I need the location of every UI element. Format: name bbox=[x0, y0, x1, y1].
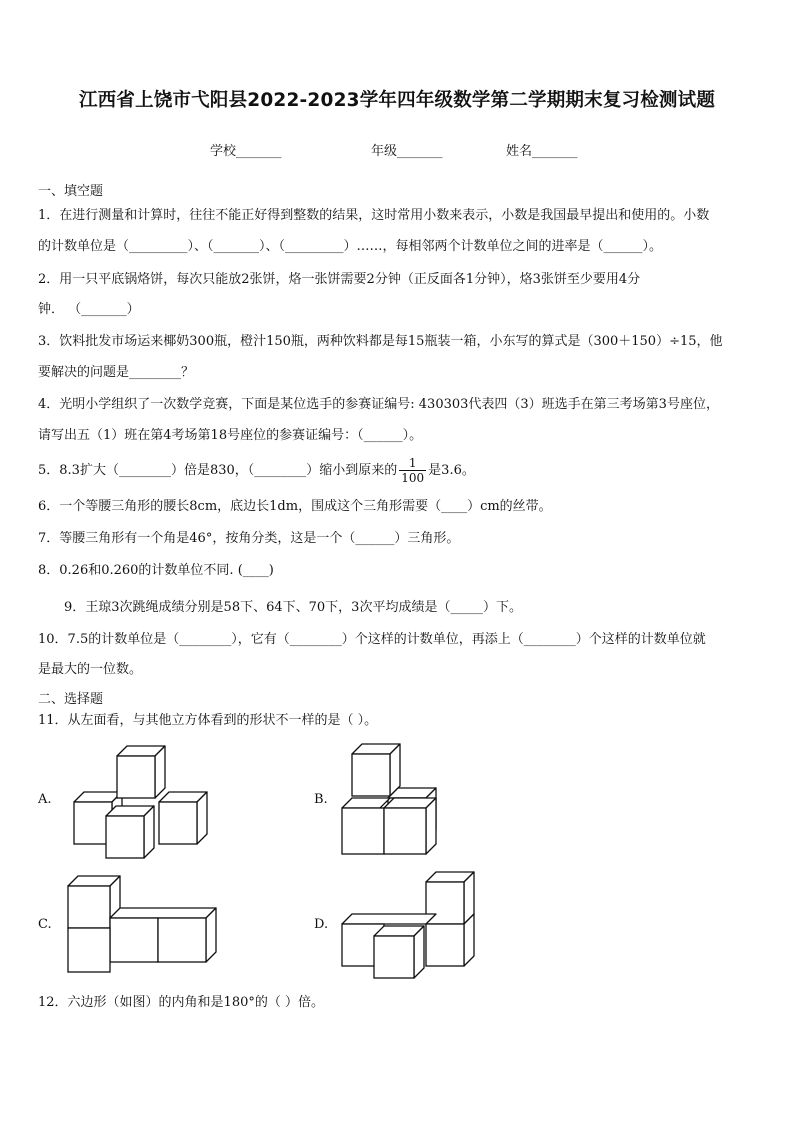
option-a-label: A. bbox=[38, 792, 52, 807]
school-field: 学校_______ bbox=[210, 144, 282, 159]
question-2-line-1: 2．用一只平底锅烙饼，每次只能放2张饼，烙一张饼需要2分钟（正反面各1分钟），烙3张饼至少要用4分 bbox=[38, 272, 641, 287]
option-d-label: D. bbox=[314, 917, 329, 932]
question-9: 9．王琼3次跳绳成绩分别是58下、64下、70下，3次平均成绩是（_____）下。 bbox=[64, 600, 522, 615]
page-title: 江西省上饶市弋阳县2022-2023学年四年级数学第二学期期末复习检测试题 bbox=[78, 90, 716, 111]
question-6: 6．一个等腰三角形的腰长8cm，底边长1dm，围成这个三角形需要（____）cm的丝带。 bbox=[38, 499, 552, 514]
option-d-cubes-figure bbox=[340, 868, 480, 984]
question-1-line-1: 1．在进行测量和计算时，往往不能正好得到整数的结果，这时常用小数来表示，小数是我国最早提出和使用的。小数 bbox=[38, 208, 710, 223]
cube-back-right bbox=[159, 792, 207, 844]
question-4-line-1: 4．光明小学组织了一次数学竞赛，下面是某位选手的参赛证编号: 430303代表四（3）班选手在第三考场第3号座位， bbox=[38, 397, 719, 412]
question-3-line-1: 3．饮料批发市场运来椰奶300瓶，橙汁150瓶，两种饮料都是每15瓶装一箱，小东写的算式是（300＋150）÷15，他 bbox=[38, 334, 723, 349]
question-5 bbox=[38, 455, 760, 487]
cube-front-left bbox=[342, 798, 390, 854]
question-1-line-2: 的计数单位是（_________）、（_______）、（_________）……，每相邻两个计数单位之间的进率是（______）。 bbox=[38, 239, 663, 254]
cube-front-right bbox=[384, 798, 436, 854]
cube-front bbox=[374, 926, 424, 978]
cube-lower-left bbox=[68, 928, 110, 972]
grade-field: 年级_______ bbox=[371, 144, 443, 159]
section-fill-heading: 一、填空题 bbox=[38, 184, 104, 199]
question-8: 8．0.26和0.260的计数单位不同. (____) bbox=[38, 563, 274, 578]
cube-top bbox=[352, 744, 400, 796]
question-10-line-2: 是最大的一位数。 bbox=[38, 662, 143, 677]
question-12: 12．六边形（如图）的内角和是180°的（ ）倍。 bbox=[38, 995, 324, 1010]
question-11: 11．从左面看，与其他立方体看到的形状不一样的是（ ）。 bbox=[38, 713, 378, 728]
cube-right-row bbox=[110, 908, 216, 962]
question-10-line-1: 10．7.5的计数单位是（________），它有（________）个这样的计数单位，再添上（________）个这样的计数单位就 bbox=[38, 632, 706, 647]
name-field: 姓名_______ bbox=[506, 144, 578, 159]
cube-front bbox=[106, 806, 154, 858]
option-b-cubes-figure bbox=[338, 742, 468, 862]
fraction-one-hundredth bbox=[399, 456, 426, 485]
question-5-tail: 是3.6。 bbox=[428, 463, 475, 478]
question-4-line-2: 请写出五（1）班在第4考场第18号座位的参赛证编号：（______）。 bbox=[38, 428, 423, 443]
fraction-numerator: 1 bbox=[399, 456, 426, 471]
option-c-label: C. bbox=[38, 917, 52, 932]
fraction-denominator: 100 bbox=[401, 471, 425, 485]
question-5-text: 5．8.3扩大（________）倍是830，（________）缩小到原来的 bbox=[38, 463, 398, 478]
section-choice-heading: 二、选择题 bbox=[38, 692, 104, 707]
option-a-cubes-figure bbox=[70, 742, 220, 862]
question-2-line-2: 钟． （_______） bbox=[38, 302, 140, 317]
option-b-label: B. bbox=[314, 792, 328, 807]
question-3-line-2: 要解决的问题是________？ bbox=[38, 365, 195, 380]
question-7: 7．等腰三角形有一个角是46°，按角分类，这是一个（______）三角形。 bbox=[38, 531, 460, 546]
cube-top bbox=[117, 746, 165, 798]
option-c-cubes-figure bbox=[64, 872, 224, 982]
